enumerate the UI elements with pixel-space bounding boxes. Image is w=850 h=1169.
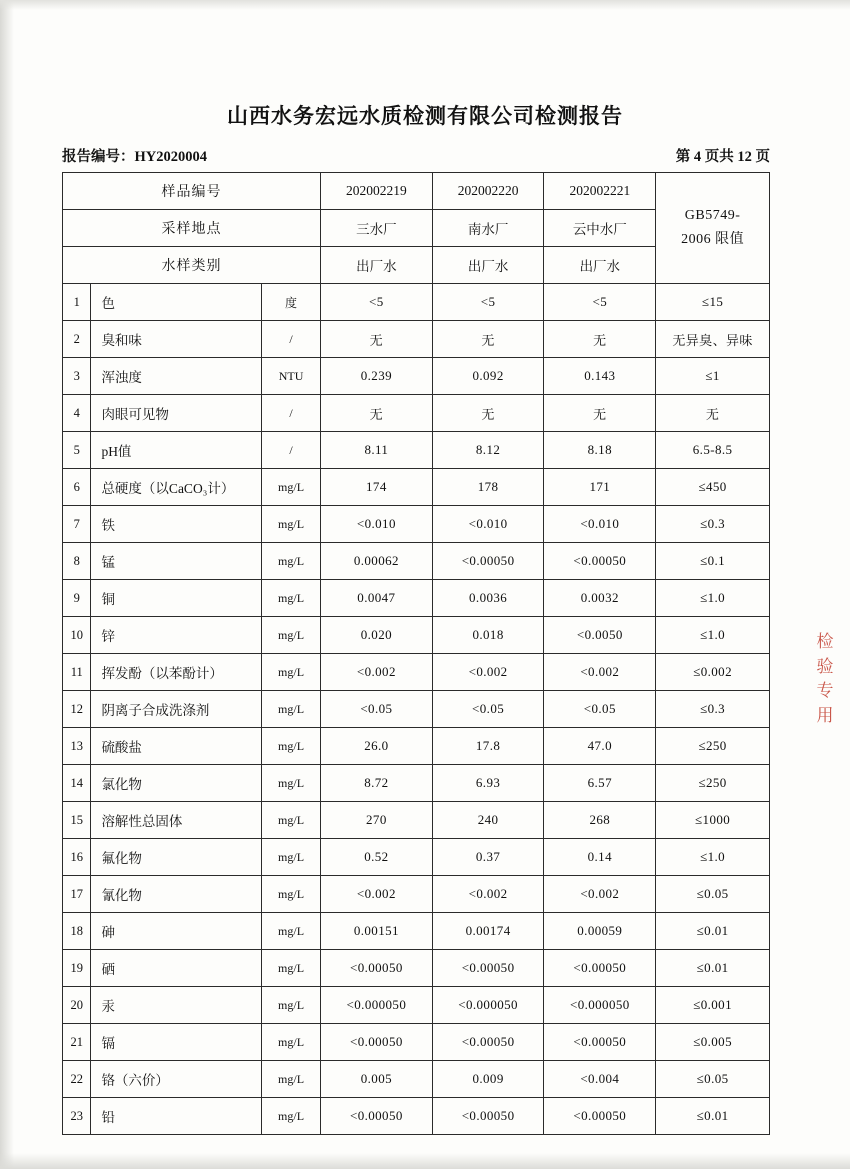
row-item-name: 总硬度（以CaCO₃计） <box>91 469 262 506</box>
header-label: 样品编号 <box>63 173 321 210</box>
row-item-name: 铁 <box>91 506 262 543</box>
row-value-sample-3: <0.0050 <box>544 617 656 654</box>
row-unit: mg/L <box>262 1024 321 1061</box>
page-edge-shadow-left <box>0 0 14 1169</box>
row-value-sample-1: <0.002 <box>321 654 433 691</box>
row-value-sample-2: 0.37 <box>432 839 544 876</box>
row-value-sample-1: 0.239 <box>321 358 433 395</box>
row-index: 5 <box>63 432 91 469</box>
table-row <box>63 728 770 765</box>
table-row <box>63 765 770 802</box>
row-value-sample-3: <0.002 <box>544 876 656 913</box>
row-value-sample-2: 0.018 <box>432 617 544 654</box>
table-row <box>63 691 770 728</box>
row-item-name: 氟化物 <box>91 839 262 876</box>
row-unit: mg/L <box>262 802 321 839</box>
row-value-sample-1: <0.000050 <box>321 987 433 1024</box>
table-row <box>63 321 770 358</box>
row-index: 8 <box>63 543 91 580</box>
row-value-sample-2: <0.010 <box>432 506 544 543</box>
header-label: 采样地点 <box>63 210 321 247</box>
row-standard-limit: ≤0.3 <box>656 506 770 543</box>
row-index: 23 <box>63 1098 91 1135</box>
row-item-name: pH值 <box>91 432 262 469</box>
row-standard-limit: ≤0.01 <box>656 1098 770 1135</box>
row-value-sample-3: 6.57 <box>544 765 656 802</box>
stamp-char-1: 检 <box>816 632 834 651</box>
row-item-name: 锰 <box>91 543 262 580</box>
table-row <box>63 950 770 987</box>
table-row <box>63 469 770 506</box>
row-value-sample-3: <0.00050 <box>544 543 656 580</box>
row-unit: mg/L <box>262 987 321 1024</box>
row-value-sample-1: 0.020 <box>321 617 433 654</box>
row-value-sample-1: 无 <box>321 395 433 432</box>
row-index: 21 <box>63 1024 91 1061</box>
table-row <box>63 580 770 617</box>
table-row <box>63 358 770 395</box>
stamp-char-4: 用 <box>816 705 834 725</box>
row-standard-limit: ≤0.01 <box>656 950 770 987</box>
row-value-sample-2: <5 <box>432 284 544 321</box>
row-value-sample-3: 171 <box>544 469 656 506</box>
row-unit: 度 <box>262 284 321 321</box>
row-unit: / <box>262 432 321 469</box>
page-number: 第 4 页共 12 页 <box>675 149 770 165</box>
row-unit: mg/L <box>262 617 321 654</box>
row-value-sample-3: 无 <box>544 321 656 358</box>
row-unit: / <box>262 321 321 358</box>
row-value-sample-2: 0.00174 <box>432 913 544 950</box>
row-unit: mg/L <box>262 654 321 691</box>
row-index: 15 <box>63 802 91 839</box>
row-standard-limit: ≤450 <box>656 469 770 506</box>
row-value-sample-3: <0.010 <box>544 506 656 543</box>
row-value-sample-2: 无 <box>432 321 544 358</box>
row-value-sample-1: <0.00050 <box>321 950 433 987</box>
row-unit: mg/L <box>262 469 321 506</box>
table-row <box>63 839 770 876</box>
standard-header-line-1: GB5749- <box>684 208 741 224</box>
row-value-sample-3: <0.00050 <box>544 1098 656 1135</box>
row-index: 18 <box>63 913 91 950</box>
row-value-sample-3: <5 <box>544 284 656 321</box>
row-value-sample-3: 47.0 <box>544 728 656 765</box>
row-value-sample-1: 8.11 <box>321 432 433 469</box>
row-unit: mg/L <box>262 580 321 617</box>
row-item-name: 铅 <box>91 1098 262 1135</box>
row-value-sample-3: 0.14 <box>544 839 656 876</box>
row-value-sample-3: 0.0032 <box>544 580 656 617</box>
row-value-sample-2: <0.05 <box>432 691 544 728</box>
row-index: 20 <box>63 987 91 1024</box>
row-unit: / <box>262 395 321 432</box>
table-row <box>63 1098 770 1135</box>
row-index: 13 <box>63 728 91 765</box>
row-value-sample-2: 178 <box>432 469 544 506</box>
row-value-sample-3: <0.002 <box>544 654 656 691</box>
row-item-name: 溶解性总固体 <box>91 802 262 839</box>
row-item-name: 硫酸盐 <box>91 728 262 765</box>
row-standard-limit: ≤250 <box>656 728 770 765</box>
table-row <box>63 506 770 543</box>
row-index: 19 <box>63 950 91 987</box>
row-standard-limit: 6.5-8.5 <box>656 432 770 469</box>
row-index: 2 <box>63 321 91 358</box>
row-item-name: 硒 <box>91 950 262 987</box>
row-item-name: 汞 <box>91 987 262 1024</box>
table-row <box>63 543 770 580</box>
table-row <box>63 654 770 691</box>
row-value-sample-1: <0.00050 <box>321 1098 433 1135</box>
table-row <box>63 432 770 469</box>
row-index: 4 <box>63 395 91 432</box>
row-standard-limit: ≤0.001 <box>656 987 770 1024</box>
row-unit: NTU <box>262 358 321 395</box>
inspection-stamp <box>808 630 842 760</box>
row-unit: mg/L <box>262 839 321 876</box>
table-row <box>63 1061 770 1098</box>
row-value-sample-1: 0.005 <box>321 1061 433 1098</box>
table-row <box>63 395 770 432</box>
row-value-sample-2: 6.93 <box>432 765 544 802</box>
row-index: 22 <box>63 1061 91 1098</box>
row-standard-limit: ≤15 <box>656 284 770 321</box>
table-row <box>63 284 770 321</box>
row-value-sample-3: <0.05 <box>544 691 656 728</box>
row-standard-limit: ≤1.0 <box>656 617 770 654</box>
row-value-sample-1: <0.00050 <box>321 1024 433 1061</box>
row-index: 9 <box>63 580 91 617</box>
report-number: 报告编号：HY2020004 <box>62 149 207 165</box>
page-title: 山西水务宏远水质检测有限公司检测报告 <box>227 104 623 128</box>
header-sample-value: 南水厂 <box>432 210 544 247</box>
row-value-sample-1: <0.002 <box>321 876 433 913</box>
table-row <box>63 987 770 1024</box>
table-header-row <box>63 173 770 210</box>
row-value-sample-1: 26.0 <box>321 728 433 765</box>
row-unit: mg/L <box>262 1061 321 1098</box>
row-unit: mg/L <box>262 913 321 950</box>
header-sample-value: 云中水厂 <box>544 210 656 247</box>
header-sample-value: 202002221 <box>544 173 656 210</box>
row-value-sample-1: 0.52 <box>321 839 433 876</box>
row-value-sample-3: <0.000050 <box>544 987 656 1024</box>
header-sample-value: 三水厂 <box>321 210 433 247</box>
row-value-sample-1: <0.05 <box>321 691 433 728</box>
row-item-name: 砷 <box>91 913 262 950</box>
row-item-name: 臭和味 <box>91 321 262 358</box>
row-unit: mg/L <box>262 691 321 728</box>
page-edge-shadow-bottom <box>0 1153 850 1169</box>
row-index: 6 <box>63 469 91 506</box>
standard-header <box>656 173 770 284</box>
row-standard-limit: 无异臭、异味 <box>656 321 770 358</box>
table-row <box>63 913 770 950</box>
row-standard-limit: ≤1.0 <box>656 839 770 876</box>
stamp-char-3: 专 <box>816 681 834 701</box>
row-unit: mg/L <box>262 543 321 580</box>
report-meta <box>62 145 770 166</box>
row-index: 17 <box>63 876 91 913</box>
row-value-sample-3: <0.00050 <box>544 1024 656 1061</box>
header-sample-value: 出厂水 <box>432 247 544 284</box>
row-unit: mg/L <box>262 728 321 765</box>
row-index: 14 <box>63 765 91 802</box>
table-row <box>63 617 770 654</box>
row-item-name: 浑浊度 <box>91 358 262 395</box>
header-label: 水样类别 <box>63 247 321 284</box>
header-sample-value: 202002220 <box>432 173 544 210</box>
row-index: 12 <box>63 691 91 728</box>
row-value-sample-1: 174 <box>321 469 433 506</box>
stamp-char-2: 验 <box>816 656 834 676</box>
row-unit: mg/L <box>262 765 321 802</box>
header-sample-value: 出厂水 <box>544 247 656 284</box>
row-index: 11 <box>63 654 91 691</box>
row-standard-limit: ≤0.005 <box>656 1024 770 1061</box>
row-value-sample-2: 8.12 <box>432 432 544 469</box>
table-row <box>63 876 770 913</box>
row-value-sample-3: 0.143 <box>544 358 656 395</box>
row-value-sample-1: 270 <box>321 802 433 839</box>
row-standard-limit: ≤1000 <box>656 802 770 839</box>
row-unit: mg/L <box>262 876 321 913</box>
row-item-name: 肉眼可见物 <box>91 395 262 432</box>
row-value-sample-2: <0.00050 <box>432 1024 544 1061</box>
row-value-sample-3: 8.18 <box>544 432 656 469</box>
row-standard-limit: ≤0.1 <box>656 543 770 580</box>
row-value-sample-2: 17.8 <box>432 728 544 765</box>
row-value-sample-3: 268 <box>544 802 656 839</box>
row-item-name: 镉 <box>91 1024 262 1061</box>
row-item-name: 色 <box>91 284 262 321</box>
page-edge-shadow-top <box>0 0 850 10</box>
row-value-sample-1: <5 <box>321 284 433 321</box>
standard-header-line-2: 2006 限值 <box>681 232 745 247</box>
row-index: 16 <box>63 839 91 876</box>
row-value-sample-2: 0.092 <box>432 358 544 395</box>
row-standard-limit: 无 <box>656 395 770 432</box>
row-standard-limit: ≤0.01 <box>656 913 770 950</box>
table-row <box>63 1024 770 1061</box>
row-item-name: 阴离子合成洗涤剂 <box>91 691 262 728</box>
row-index: 10 <box>63 617 91 654</box>
row-value-sample-2: <0.002 <box>432 876 544 913</box>
row-value-sample-1: 0.0047 <box>321 580 433 617</box>
row-standard-limit: ≤1 <box>656 358 770 395</box>
row-value-sample-1: 0.00151 <box>321 913 433 950</box>
row-value-sample-2: <0.00050 <box>432 543 544 580</box>
row-unit: mg/L <box>262 1098 321 1135</box>
header-sample-value: 出厂水 <box>321 247 433 284</box>
table-row <box>63 802 770 839</box>
row-standard-limit: ≤0.05 <box>656 876 770 913</box>
row-item-name: 挥发酚（以苯酚计） <box>91 654 262 691</box>
row-value-sample-3: 无 <box>544 395 656 432</box>
row-value-sample-3: <0.004 <box>544 1061 656 1098</box>
row-item-name: 氯化物 <box>91 765 262 802</box>
row-index: 3 <box>63 358 91 395</box>
row-value-sample-2: 0.009 <box>432 1061 544 1098</box>
row-value-sample-2: 240 <box>432 802 544 839</box>
row-index: 1 <box>63 284 91 321</box>
row-value-sample-2: <0.00050 <box>432 950 544 987</box>
row-value-sample-2: 0.0036 <box>432 580 544 617</box>
row-value-sample-1: 8.72 <box>321 765 433 802</box>
row-unit: mg/L <box>262 950 321 987</box>
row-item-name: 氰化物 <box>91 876 262 913</box>
row-value-sample-3: 0.00059 <box>544 913 656 950</box>
header-sample-value: 202002219 <box>321 173 433 210</box>
row-value-sample-2: <0.00050 <box>432 1098 544 1135</box>
row-item-name: 铜 <box>91 580 262 617</box>
row-value-sample-2: 无 <box>432 395 544 432</box>
row-value-sample-2: <0.000050 <box>432 987 544 1024</box>
row-value-sample-1: <0.010 <box>321 506 433 543</box>
row-value-sample-3: <0.00050 <box>544 950 656 987</box>
row-value-sample-2: <0.002 <box>432 654 544 691</box>
row-value-sample-1: 无 <box>321 321 433 358</box>
row-item-name: 铬（六价） <box>91 1061 262 1098</box>
water-quality-table <box>62 172 770 1135</box>
row-index: 7 <box>63 506 91 543</box>
row-item-name: 锌 <box>91 617 262 654</box>
row-unit: mg/L <box>262 506 321 543</box>
row-value-sample-1: 0.00062 <box>321 543 433 580</box>
row-standard-limit: ≤0.002 <box>656 654 770 691</box>
row-standard-limit: ≤1.0 <box>656 580 770 617</box>
row-standard-limit: ≤250 <box>656 765 770 802</box>
row-standard-limit: ≤0.3 <box>656 691 770 728</box>
row-standard-limit: ≤0.05 <box>656 1061 770 1098</box>
